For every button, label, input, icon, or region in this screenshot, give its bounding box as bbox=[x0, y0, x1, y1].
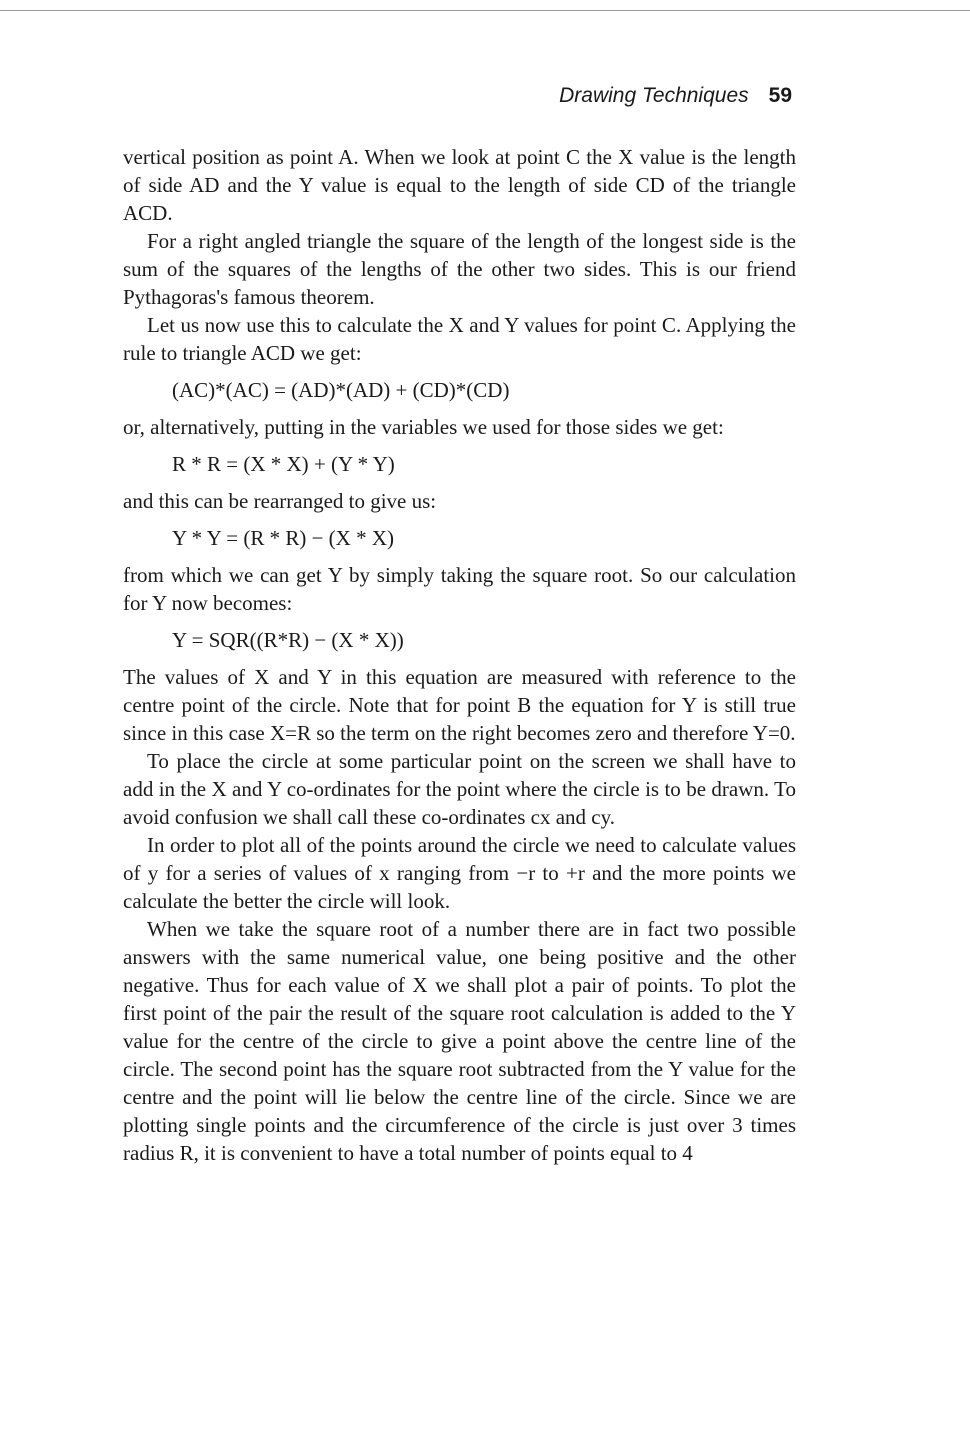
paragraph-2: For a right angled triangle the square of the length of the longest side is the sum of the squares of the lengths of the other two sides. This is our friend Pythagoras's famous theorem. bbox=[123, 229, 796, 309]
paragraph-10: When we take the square root of a number there are in fact two possible answers with the same numerical value, one being positive and the other negative. Thus for each value of X we shall plot a pair of points. To plot the first point of the pair the result of the square root calculation is added to the Y value for the centre of the circle to give a point above the centre line of the circle. The second point has the square root subtracted from the Y value for the centre and the point will lie below the centre line of the circle. Since we are plotting single points and the circumference of the circle is just over 3 times radius R, it is convenient to have a total number of points equal to 4 bbox=[123, 917, 796, 1165]
equation-2: R * R = (X * X) + (Y * Y) bbox=[172, 452, 395, 476]
running-head bbox=[559, 84, 792, 114]
body-text bbox=[123, 143, 796, 1167]
paragraph-8: To place the circle at some particular point on the screen we shall have to add in the X and Y co-ordinates for the point where the circle is to be drawn. To avoid confusion we shall call these co-ordinates cx and cy. bbox=[123, 749, 796, 829]
paragraph-4: or, alternatively, putting in the variables we used for those sides we get: bbox=[123, 415, 724, 439]
top-rule bbox=[0, 10, 970, 11]
paragraph-3: Let us now use this to calculate the X and Y values for point C. Applying the rule to triangle ACD we get: bbox=[123, 313, 796, 365]
paragraph-9: In order to plot all of the points around the circle we need to calculate values of y for a series of values of x ranging from −r to +r and the more points we calculate the better the circle will look. bbox=[123, 833, 796, 913]
equation-1: (AC)*(AC) = (AD)*(AD) + (CD)*(CD) bbox=[172, 378, 510, 402]
paragraph-1: vertical position as point A. When we look at point C the X value is the length of side AD and the Y value is equal to the length of side CD of the triangle ACD. bbox=[123, 145, 796, 225]
equation-3: Y * Y = (R * R) − (X * X) bbox=[172, 526, 394, 550]
paragraph-5: and this can be rearranged to give us: bbox=[123, 489, 437, 513]
running-title: Drawing Techniques bbox=[559, 84, 749, 107]
paragraph-7: The values of X and Y in this equation are measured with reference to the centre point of the circle. Note that for point B the equation for Y is still true since in this case X=R so the term on the right becomes zero and therefore Y=0. bbox=[123, 665, 796, 745]
paragraph-6: from which we can get Y by simply taking the square root. So our calculation for Y now becomes: bbox=[123, 563, 796, 615]
page-number: 59 bbox=[768, 84, 792, 107]
equation-4: Y = SQR((R*R) − (X * X)) bbox=[172, 628, 404, 652]
